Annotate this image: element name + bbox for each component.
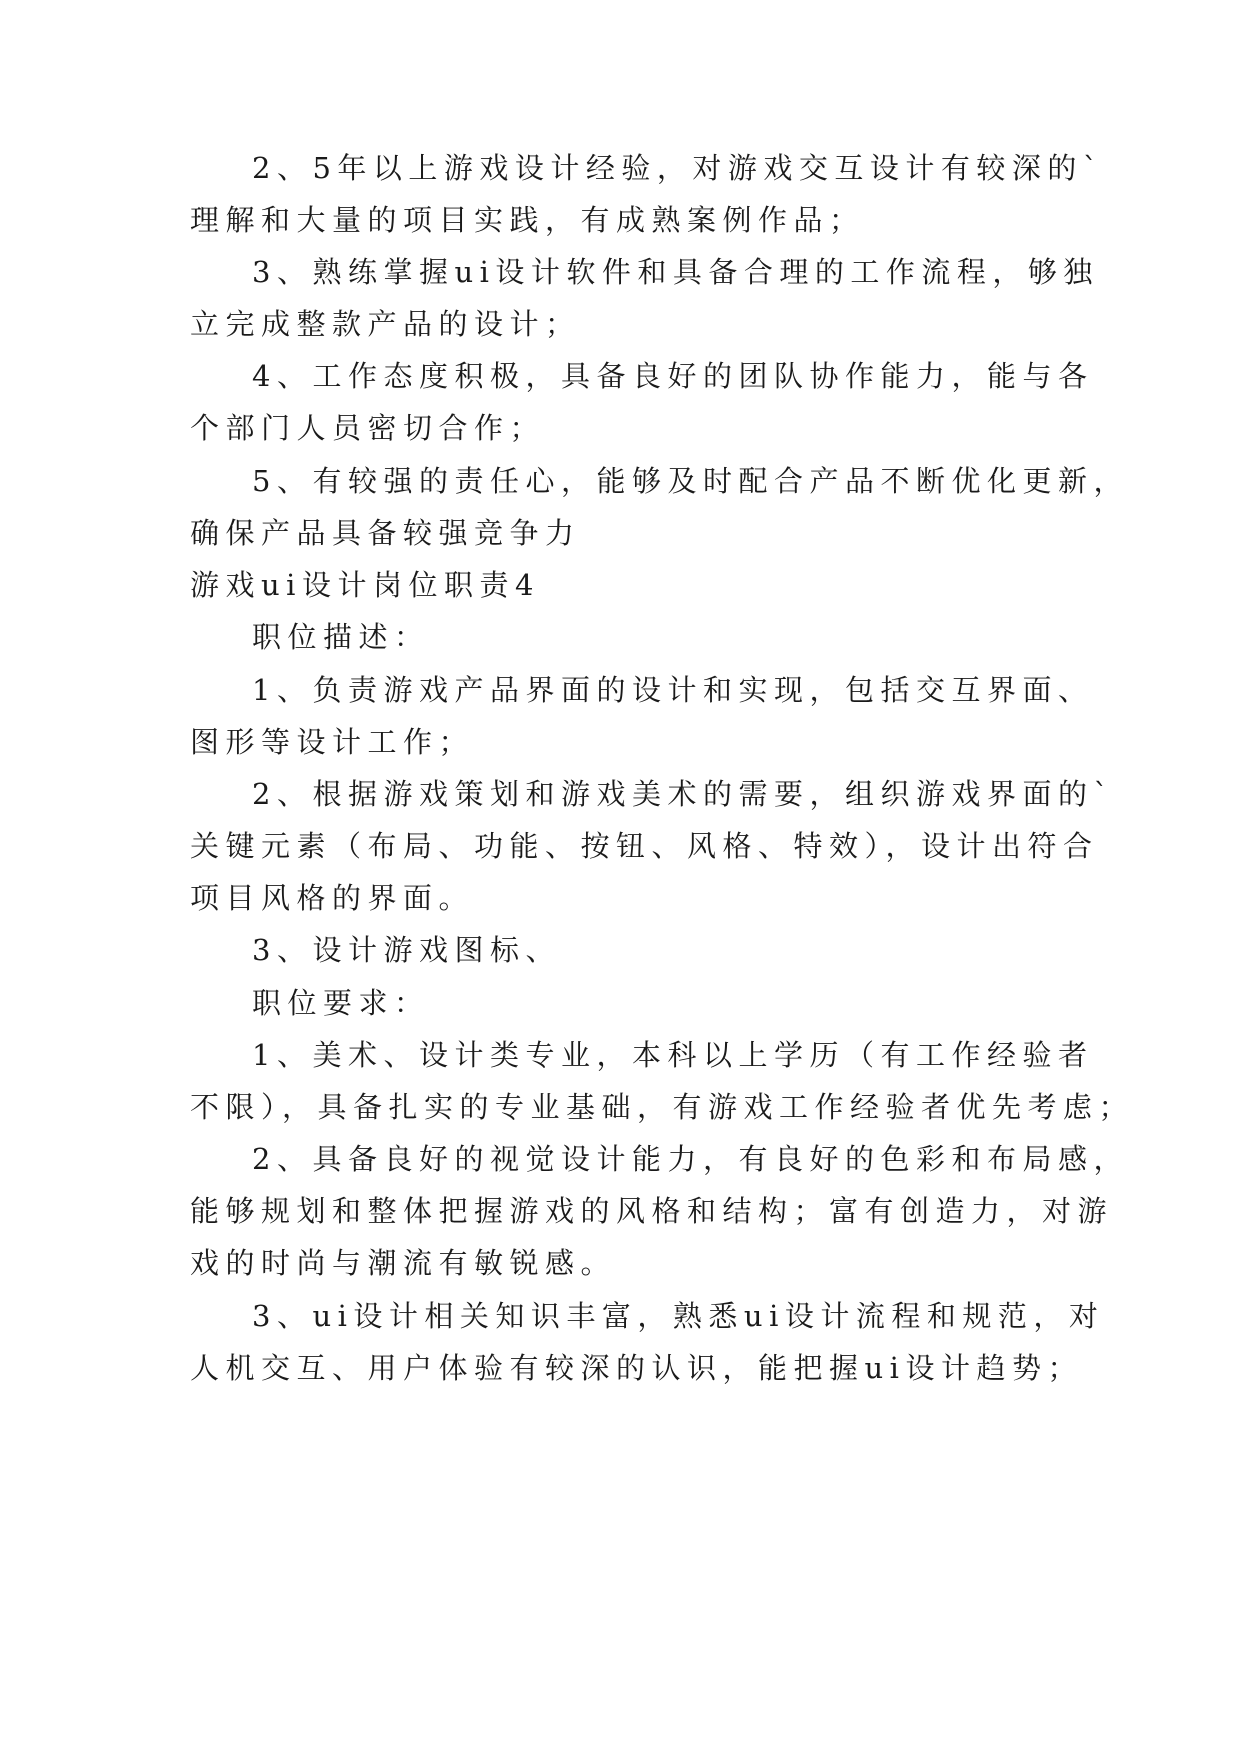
paragraph-line: 确保产品具备较强竞争力 [190,516,581,550]
paragraph-line: 关键元素（布局、功能、按钮、风格、特效），设计出符合 [190,829,1099,863]
paragraph-line: 戏的时尚与潮流有敏锐感。 [190,1246,617,1280]
paragraph-line: 5、有较强的责任心，能够及时配合产品不断优化更新， [252,464,1129,498]
paragraph-line: 1、负责游戏产品界面的设计和实现，包括交互界面、 [252,673,1094,707]
section-heading: 游戏ui设计岗位职责4 [190,568,540,602]
paragraph-line: 3、设计游戏图标、 [252,933,561,967]
paragraph-line: 2、具备良好的视觉设计能力，有良好的色彩和布局感， [252,1142,1129,1176]
paragraph-line: 立完成整款产品的设计； [190,307,581,341]
paragraph-line: 理解和大量的项目实践，有成熟案例作品； [190,203,865,237]
paragraph-line: 1、美术、设计类专业，本科以上学历（有工作经验者 [252,1038,1094,1072]
paragraph-line: 不限），具备扎实的专业基础，有游戏工作经验者优先考虑； [190,1090,1135,1124]
paragraph-line: 2、5年以上游戏设计经验，对游戏交互设计有较深的` [252,151,1104,185]
paragraph-line: 项目风格的界面。 [190,881,475,915]
paragraph-line: 3、ui设计相关知识丰富，熟悉ui设计流程和规范，对 [252,1299,1105,1333]
paragraph-line: 4、工作态度积极，具备良好的团队协作能力，能与各 [252,359,1094,393]
paragraph-line: 图形等设计工作； [190,725,475,759]
subheading: 职位描述： [252,620,430,654]
paragraph-line: 个部门人员密切合作； [190,411,546,445]
paragraph-line: 能够规划和整体把握游戏的风格和结构；富有创造力，对游 [190,1194,1114,1228]
paragraph-line: 2、根据游戏策划和游戏美术的需要，组织游戏界面的` [252,777,1115,811]
subheading: 职位要求： [252,986,430,1020]
paragraph-line: 人机交互、用户体验有较深的认识，能把握ui设计趋势； [190,1351,1083,1385]
paragraph-line: 3、熟练掌握ui设计软件和具备合理的工作流程，够独 [252,255,1099,289]
